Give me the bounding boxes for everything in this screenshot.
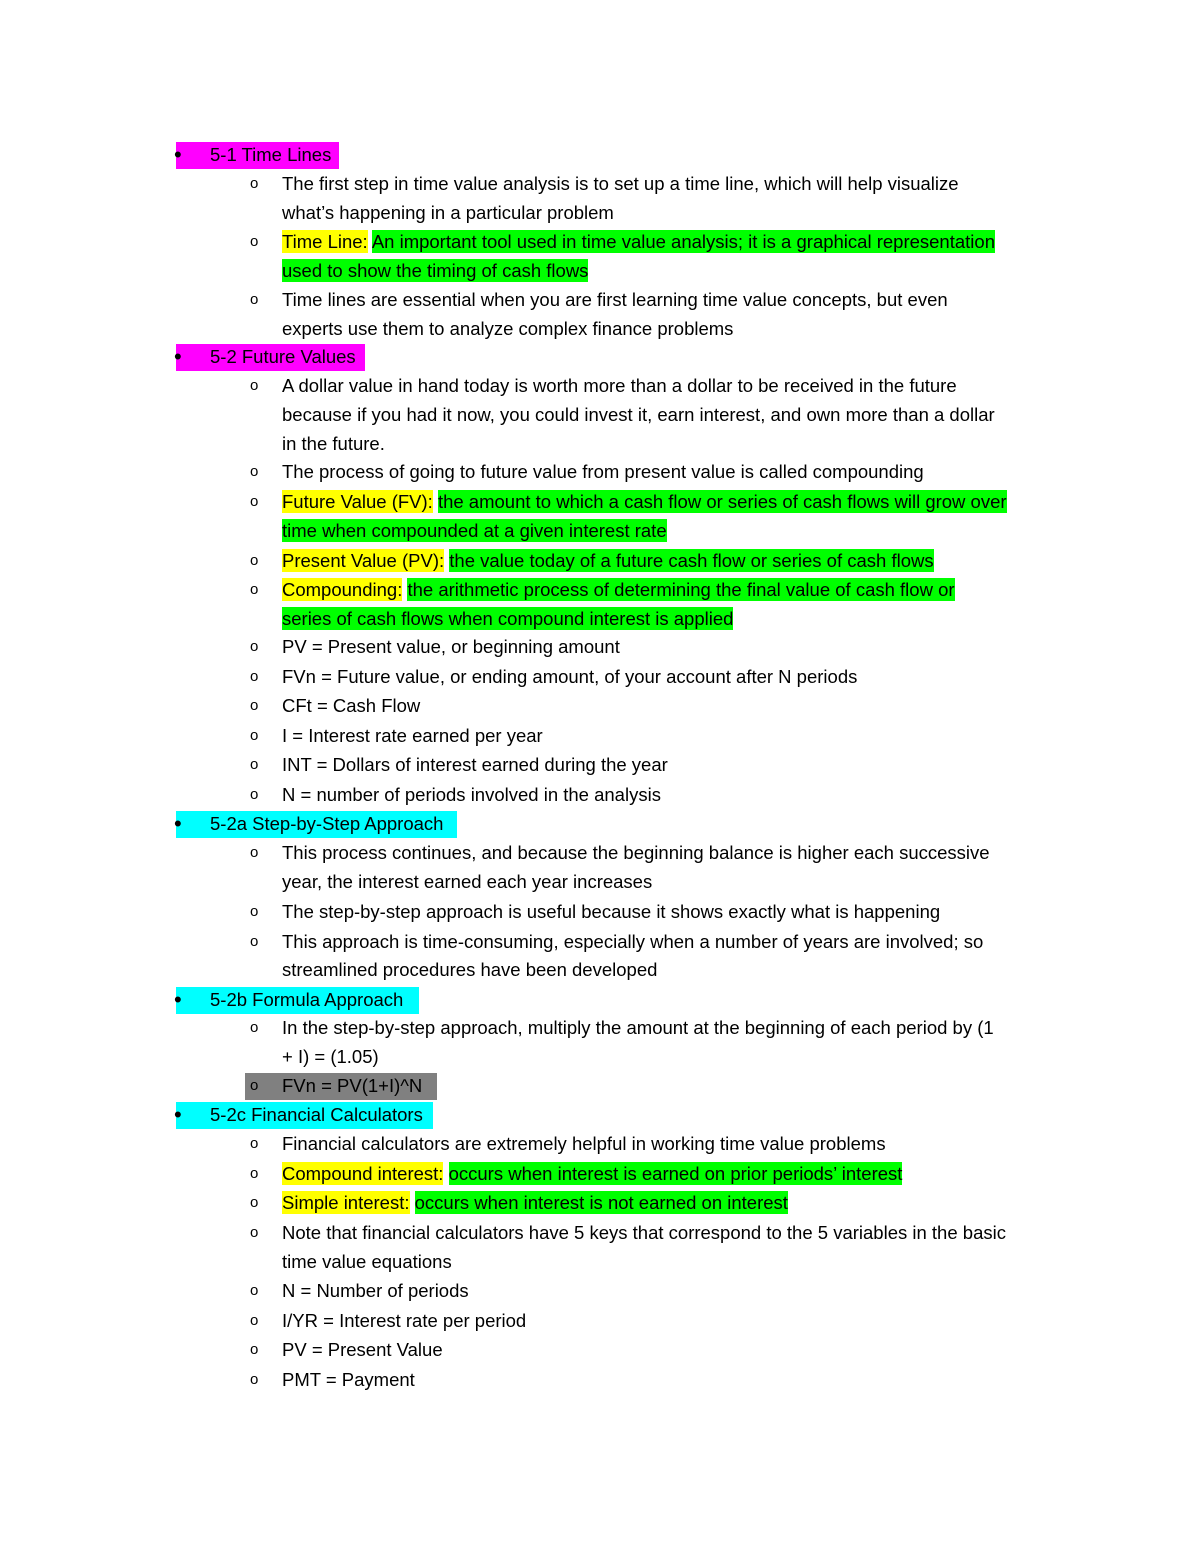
item-text: + I) = (1.05) xyxy=(282,1046,379,1067)
list-item xyxy=(0,487,1200,517)
list-item xyxy=(0,838,1200,868)
definition: used to show the timing of cash flows xyxy=(282,260,589,281)
item-text: The step-by-step approach is useful because it shows exactly what is happening xyxy=(282,901,941,922)
item-text: This process continues, and because the beginning balance is higher each successive xyxy=(282,842,990,863)
term: Compound interest: xyxy=(282,1163,444,1184)
definition: occurs when interest is not earned on interest xyxy=(414,1192,788,1213)
item-text: PMT = Payment xyxy=(282,1369,415,1390)
item-text: year, the interest earned each year increases xyxy=(282,871,653,892)
sub-bullet-marker: o xyxy=(250,1165,259,1182)
item-text: experts use them to analyze complex finance problems xyxy=(282,318,734,339)
item-text: N = Number of periods xyxy=(282,1280,469,1301)
section-heading: 5-2c Financial Calculators xyxy=(210,1104,423,1125)
list-item xyxy=(0,546,1200,576)
sub-bullet-marker: o xyxy=(250,1282,259,1299)
list-item xyxy=(0,371,1200,401)
list-item xyxy=(0,575,1200,605)
sub-bullet-marker: o xyxy=(250,756,259,773)
term: Present Value (PV): xyxy=(282,550,445,571)
term: Simple interest: xyxy=(282,1192,410,1213)
sub-bullet-marker: o xyxy=(250,1341,259,1358)
definition: the value today of a future cash flow or series of cash flows xyxy=(449,550,934,571)
item-text: because if you had it now, you could invest it, earn interest, and own more than a dollar xyxy=(282,404,995,425)
list-item xyxy=(0,691,1200,721)
list-item-continuation xyxy=(0,516,1200,546)
item-text: A dollar value in hand today is worth more than a dollar to be received in the future xyxy=(282,375,957,396)
list-item xyxy=(0,1013,1200,1043)
list-item xyxy=(0,721,1200,751)
sub-bullet-marker: o xyxy=(250,552,259,569)
definition: time when compounded at a given interest rate xyxy=(282,520,667,541)
bullet-marker: • xyxy=(174,1102,182,1127)
list-item xyxy=(0,632,1200,662)
section-heading: 5-2 Future Values xyxy=(210,346,356,367)
item-text: FVn = Future value, or ending amount, of your account after N periods xyxy=(282,666,858,687)
sub-bullet-marker: o xyxy=(250,1077,259,1094)
list-item-continuation xyxy=(0,1042,1200,1072)
term: Future Value (FV): xyxy=(282,491,433,512)
formula-item xyxy=(0,1071,1200,1101)
bullet-marker: • xyxy=(174,987,182,1012)
section-heading: 5-2a Step-by-Step Approach xyxy=(210,813,444,834)
sub-bullet-marker: o xyxy=(250,668,259,685)
list-item xyxy=(0,1365,1200,1395)
list-item-continuation xyxy=(0,256,1200,286)
item-text: The first step in time value analysis is to set up a time line, which will help visualize xyxy=(282,173,959,194)
list-item xyxy=(0,457,1200,487)
item-text: I = Interest rate earned per year xyxy=(282,725,543,746)
bullet-marker: • xyxy=(174,142,182,167)
heading-row xyxy=(0,809,1200,839)
sub-bullet-marker: o xyxy=(250,1312,259,1329)
list-item-continuation xyxy=(0,198,1200,228)
list-item-continuation xyxy=(0,314,1200,344)
item-text: streamlined procedures have been developed xyxy=(282,959,658,980)
sub-bullet-marker: o xyxy=(250,844,259,861)
list-item xyxy=(0,780,1200,810)
list-item xyxy=(0,662,1200,692)
list-item xyxy=(0,1335,1200,1365)
sub-bullet-marker: o xyxy=(250,786,259,803)
definition: the arithmetic process of determining the final value of cash flow or xyxy=(407,579,955,600)
sub-bullet-marker: o xyxy=(250,638,259,655)
definition: occurs when interest is earned on prior periods’ interest xyxy=(448,1163,903,1184)
sub-bullet-marker: o xyxy=(250,581,259,598)
sub-bullet-marker: o xyxy=(250,463,259,480)
list-item-continuation xyxy=(0,1247,1200,1277)
item-text: In the step-by-step approach, multiply the amount at the beginning of each period by (1 xyxy=(282,1017,994,1038)
item-text: INT = Dollars of interest earned during the year xyxy=(282,754,668,775)
sub-bullet-marker: o xyxy=(250,697,259,714)
item-text: Time lines are essential when you are first learning time value concepts, but even xyxy=(282,289,948,310)
sub-bullet-marker: o xyxy=(250,1019,259,1036)
list-item xyxy=(0,227,1200,257)
sub-bullet-marker: o xyxy=(250,291,259,308)
sub-bullet-marker: o xyxy=(250,727,259,744)
sub-bullet-marker: o xyxy=(250,377,259,394)
sub-bullet-marker: o xyxy=(250,1135,259,1152)
sub-bullet-marker: o xyxy=(250,1194,259,1211)
term: Compounding: xyxy=(282,579,403,600)
bullet-marker: • xyxy=(174,811,182,836)
list-item-continuation xyxy=(0,400,1200,430)
sub-bullet-marker: o xyxy=(250,1371,259,1388)
item-text: I/YR = Interest rate per period xyxy=(282,1310,527,1331)
sub-bullet-marker: o xyxy=(250,933,259,950)
item-text: This approach is time-consuming, especially when a number of years are involved; so xyxy=(282,931,984,952)
item-text: Note that financial calculators have 5 keys that correspond to the 5 variables in the basic xyxy=(282,1222,1006,1243)
list-item xyxy=(0,750,1200,780)
heading-row xyxy=(0,140,1200,170)
formula-text: FVn = PV(1+I)^N xyxy=(282,1075,423,1096)
list-item xyxy=(0,927,1200,957)
list-item xyxy=(0,1129,1200,1159)
list-item-continuation xyxy=(0,604,1200,634)
list-item xyxy=(0,1159,1200,1189)
item-text: what’s happening in a particular problem xyxy=(282,202,614,223)
sub-bullet-marker: o xyxy=(250,493,259,510)
item-text: in the future. xyxy=(282,433,385,454)
sub-bullet-marker: o xyxy=(250,903,259,920)
section-heading: 5-2b Formula Approach xyxy=(210,989,404,1010)
list-item-continuation xyxy=(0,429,1200,459)
item-text: The process of going to future value from present value is called compounding xyxy=(282,461,924,482)
list-item xyxy=(0,1218,1200,1248)
list-item-continuation xyxy=(0,955,1200,985)
list-item xyxy=(0,169,1200,199)
item-text: Financial calculators are extremely helpful in working time value problems xyxy=(282,1133,886,1154)
sub-bullet-marker: o xyxy=(250,175,259,192)
item-text: CFt = Cash Flow xyxy=(282,695,421,716)
sub-bullet-marker: o xyxy=(250,233,259,250)
item-text: PV = Present value, or beginning amount xyxy=(282,636,620,657)
definition: An important tool used in time value analysis; it is a graphical representation xyxy=(371,231,995,252)
list-item xyxy=(0,1306,1200,1336)
heading-row xyxy=(0,985,1200,1015)
definition: series of cash flows when compound interest is applied xyxy=(282,608,734,629)
section-heading: 5-1 Time Lines xyxy=(210,144,332,165)
bullet-marker: • xyxy=(174,344,182,369)
list-item xyxy=(0,1188,1200,1218)
heading-row xyxy=(0,342,1200,372)
list-item xyxy=(0,897,1200,927)
sub-bullet-marker: o xyxy=(250,1224,259,1241)
term: Time Line: xyxy=(282,231,368,252)
item-text: N = number of periods involved in the analysis xyxy=(282,784,661,805)
definition: the amount to which a cash flow or series of cash flows will grow over xyxy=(437,491,1007,512)
list-item-continuation xyxy=(0,867,1200,897)
heading-row xyxy=(0,1100,1200,1130)
item-text: time value equations xyxy=(282,1251,452,1272)
list-item xyxy=(0,285,1200,315)
list-item xyxy=(0,1276,1200,1306)
item-text: PV = Present Value xyxy=(282,1339,443,1360)
